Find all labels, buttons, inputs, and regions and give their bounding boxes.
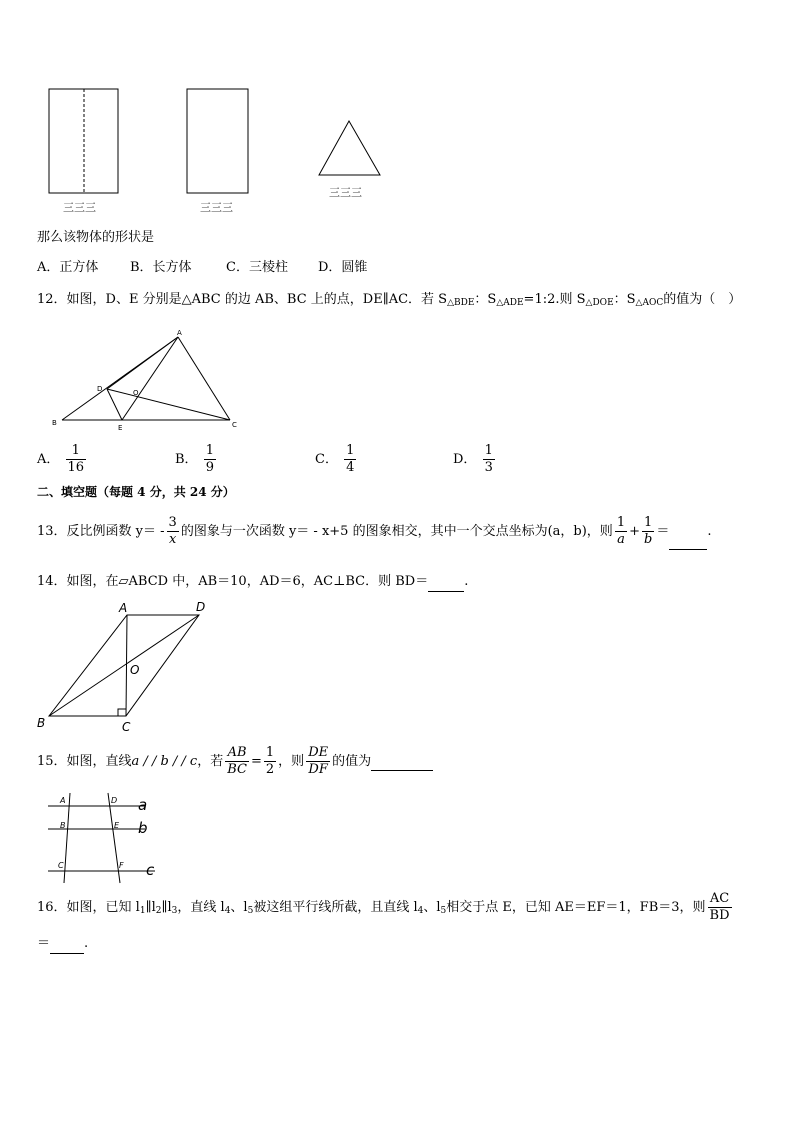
q15-label-line-a: a — [138, 796, 148, 814]
q15-parallel-lines-figure — [40, 788, 170, 888]
q12-stem: 12．如图，D、E 分别是△ABC 的边 AB、BC 上的点，DE∥AC．若 $S_{\triangle BDE}$：$S_{\triangle ADE}=1:2$.则 $S_{\triangle DOE}$：$S_{\triangle AOC}$的值为（ ） — [37, 292, 742, 308]
q16-answer-blank[interactable] — [50, 937, 84, 954]
q11-option-c: C．三棱柱 — [226, 260, 288, 275]
q15-label-e-pt: E — [114, 821, 120, 830]
top-view-label: 三三三 — [329, 186, 362, 199]
top-view-triangle — [319, 121, 380, 175]
q14-parallelogram-figure — [30, 598, 220, 738]
q15-label-line-b: b — [138, 819, 148, 837]
q16-answer-line: ＝ . — [37, 934, 88, 954]
side-view-rect — [187, 89, 248, 193]
q12-label-c: C — [232, 421, 237, 429]
q14-label-a: A — [119, 601, 128, 615]
q12-option-b: B． $\frac{1}{9}$ — [175, 443, 214, 475]
q11-option-b: B．长方体 — [130, 260, 192, 275]
q13-answer-blank[interactable] — [669, 533, 707, 550]
section-title: 二、填空题（每题 4 分，共 24 分） — [37, 485, 235, 499]
q14-stem: 14．如图，在▱ABCD 中，AB＝10，AD＝6，AC⊥BC．则 BD＝ . — [37, 572, 468, 592]
q12-label-e: E — [118, 424, 123, 432]
q16-stem: 16．如图，已知 $l_1\parallel l_2\parallel l_3$，直线 $l_4$、$l_5$被这组平行线所截，且直线 $l_4$、$l_5$相交于点 E，已知 AE＝EF＝1，FB＝3，则 $\frac{AC}{BD}$ — [37, 891, 730, 923]
q15-label-line-c: c — [146, 861, 155, 879]
q12-option-d: D． $\frac{1}{3}$ — [453, 443, 493, 475]
q14-label-b: B — [37, 716, 46, 730]
q13-stem: 13．反比例函数 y＝ - $\frac{3}{x}$ 的图象与一次函数 y＝ - x+5 的图象相交，其中一个交点坐标为(a，b)，则 $\frac{1}{a}$ + $\frac{1}{b}$ ＝ . — [37, 514, 711, 550]
q14-label-o: O — [130, 663, 140, 677]
front-view-label: 三三三 — [63, 201, 96, 214]
q15-label-f-pt: F — [119, 861, 124, 870]
side-view-label: 三三三 — [200, 201, 233, 214]
q11-option-d: D．圆锥 — [318, 260, 368, 275]
q12-label-o: O — [133, 389, 139, 397]
q15-stem: 15．如图，直线a / / b / / c，若 $\frac{AB}{BC}$ = $\frac{1}{2}$ ，则 $\frac{DE}{DF}$ 的值为 — [37, 744, 433, 780]
q11-option-a: A．正方体 — [37, 260, 99, 275]
q11-stem: 那么该物体的形状是 — [37, 230, 155, 245]
q14-label-c: C — [122, 720, 131, 734]
q12-label-d: D — [97, 385, 103, 393]
q15-answer-blank[interactable] — [371, 754, 433, 771]
q14-answer-blank[interactable] — [428, 575, 464, 592]
q12-option-a: A． $\frac{1}{16}$ — [37, 443, 85, 475]
q12-option-c: C． $\frac{1}{4}$ — [315, 443, 355, 475]
q12-triangle-figure — [40, 325, 260, 435]
q14-label-d: D — [196, 600, 206, 614]
q12-label-a: A — [177, 329, 182, 337]
q15-label-d-pt: D — [111, 796, 118, 805]
q15-label-c-pt: C — [58, 861, 64, 870]
q15-label-a-pt: A — [60, 796, 66, 805]
q12-label-b: B — [52, 419, 57, 427]
q15-label-b-pt: B — [60, 821, 66, 830]
